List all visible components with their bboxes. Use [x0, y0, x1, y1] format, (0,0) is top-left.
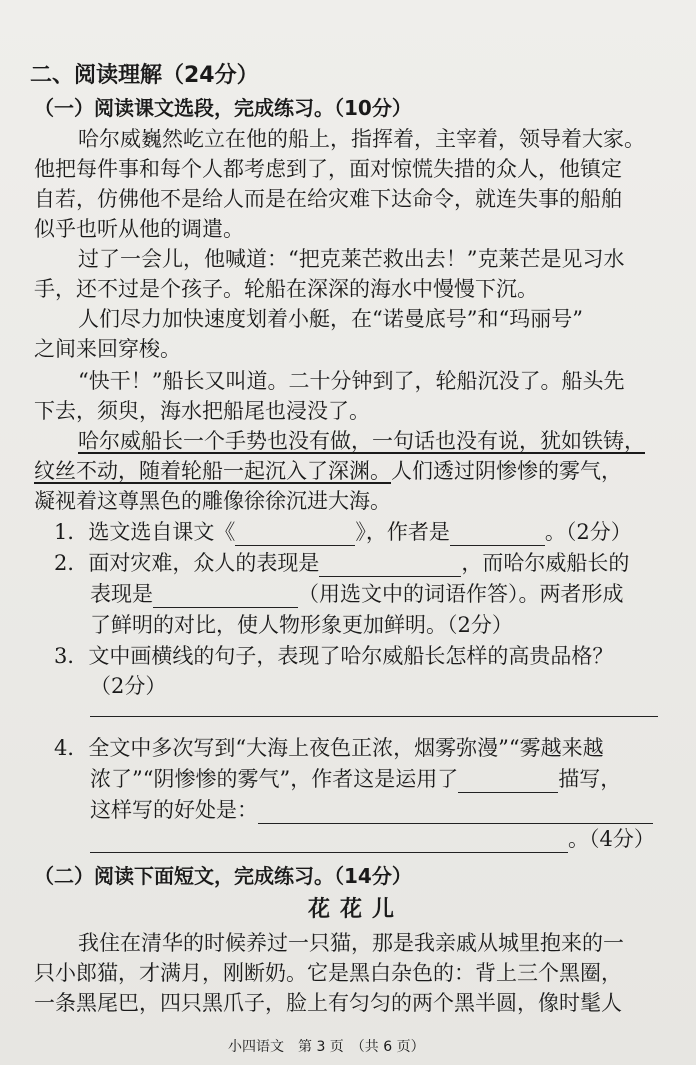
section-title: 二、阅读理解（24分） — [30, 63, 259, 88]
question-2-cont: 了鲜明的对比，使人物形象更加鲜明。（2分） — [90, 613, 513, 637]
underlined-sentence: 哈尔威船长一个手势也没有做，一句话也没有说，犹如铁铸， — [78, 429, 645, 453]
passage-line: 手，还不过是个孩子。轮船在深深的海水中慢慢下沉。 — [34, 277, 538, 301]
passage-line: 纹丝不动，随着轮船一起沉入了深渊。人们透过阴惨惨的雾气， — [34, 459, 622, 483]
underlined-sentence: 纹丝不动，随着轮船一起沉入了深渊。 — [34, 459, 391, 483]
question-2-cont: 表现是 （用选文中的词语作答）。两者形成 — [90, 582, 624, 606]
question-4: 4．全文中多次写到“大海上夜色正浓，烟雾弥漫”“雾越来越 — [54, 736, 604, 760]
answer-blank-4a[interactable] — [458, 770, 558, 793]
question-4-cont: 。（4分） — [90, 823, 655, 853]
question-3: 3．文中画横线的句子，表现了哈尔威船长怎样的高贵品格？ — [54, 644, 614, 668]
passage-line: 之间来回穿梭。 — [34, 337, 181, 361]
passage-line: 过了一会儿，他喊道：“把克莱芒救出去！”克莱芒是见习水 — [78, 247, 625, 271]
answer-line-3[interactable] — [90, 716, 658, 717]
question-3-score: （2分） — [90, 674, 167, 698]
question-1: 1．选文选自课文《 》，作者是 。（2分） — [54, 520, 632, 544]
question-2: 2．面对灾难，众人的表现是 ，而哈尔威船长的 — [54, 551, 630, 575]
answer-blank-2b[interactable] — [153, 585, 298, 608]
passage-line: “快干！”船长又叫道。二十分钟到了，轮船沉没了。船头先 — [78, 369, 625, 393]
question-4-cont: 这样写的好处是： — [90, 794, 653, 824]
answer-blank-2a[interactable] — [319, 554, 461, 577]
page-footer: 小四语文 第 3 页 （共 6 页） — [228, 1039, 425, 1055]
passage-line: 我住在清华的时候养过一只猫，那是我亲戚从城里抱来的一 — [78, 931, 624, 955]
passage-line: 自若，仿佛他不是给人而是在给灾难下达命令，就连失事的船舶 — [34, 187, 622, 211]
part1-heading: （一）阅读课文选段，完成练习。（10分） — [34, 96, 412, 120]
passage-line: 一条黑尾巴，四只黑爪子，脸上有匀匀的两个黑半圆，像时髦人 — [34, 991, 622, 1015]
passage-line: 人们尽力加快速度划着小艇，在“诺曼底号”和“玛丽号” — [78, 307, 583, 331]
question-4-cont: 浓了”“阴惨惨的雾气”，作者这是运用了 描写， — [90, 767, 622, 791]
passage-line: 似乎也听从他的调遣。 — [34, 217, 244, 241]
passage-line: 凝视着这尊黑色的雕像徐徐沉进大海。 — [34, 489, 391, 513]
passage-line: 他把每件事和每个人都考虑到了，面对惊慌失措的众人，他镇定 — [34, 157, 622, 181]
answer-blank-1b[interactable] — [450, 523, 545, 546]
article-title: 花花儿 — [308, 897, 405, 922]
passage-line: 哈尔威巍然屹立在他的船上，指挥着，主宰着，领导着大家。 — [78, 127, 645, 151]
answer-blank-4b[interactable] — [258, 801, 653, 824]
answer-blank-4c[interactable] — [90, 830, 568, 853]
passage-line: 下去，须臾，海水把船尾也浸没了。 — [34, 399, 370, 423]
answer-blank-1a[interactable] — [235, 523, 355, 546]
part2-heading: （二）阅读下面短文，完成练习。（14分） — [34, 864, 412, 888]
passage-line: 只小郎猫，才满月，刚断奶。它是黑白杂色的：背上三个黑圈， — [34, 961, 622, 985]
